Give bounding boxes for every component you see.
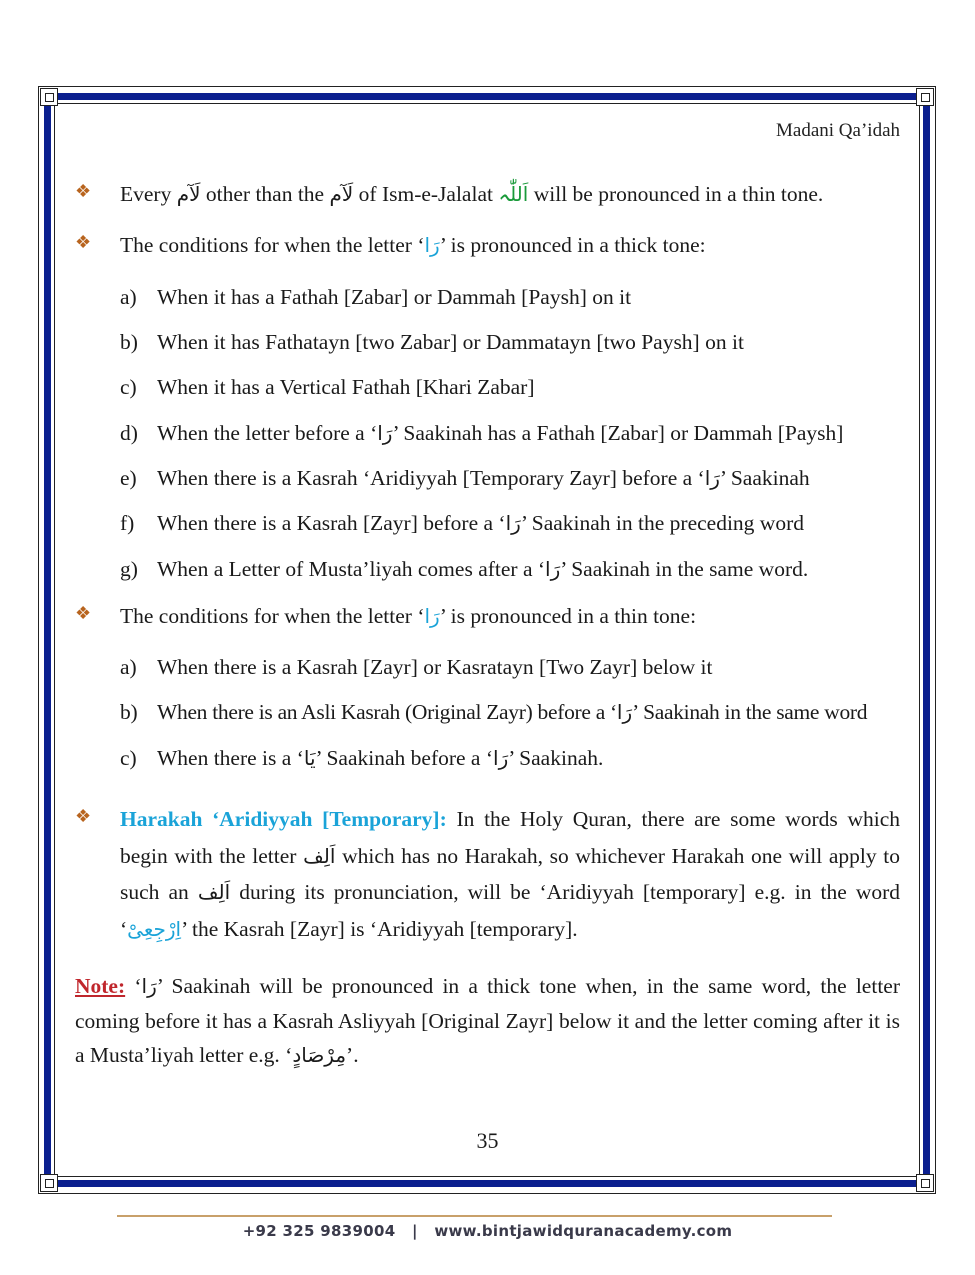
thick-conditions-list <box>75 281 900 586</box>
arabic-ra: رَا <box>704 465 720 490</box>
page-content <box>75 178 900 1094</box>
arabic-ra: رَا <box>505 511 521 536</box>
diamond-bullet-icon: ❖ <box>75 806 92 827</box>
list-item: a) When it has a Fathah [Zabar] or Dammah [Paysh] on it <box>120 284 632 309</box>
diamond-bullet-icon: ❖ <box>75 181 92 201</box>
corner-ornament <box>40 1174 58 1192</box>
arabic-ra: رَا <box>424 603 440 628</box>
list-item: e) When there is a Kasrah ‘Aridiyyah [Temporary Zayr] before a ‘رَا’ Saakinah <box>120 465 810 490</box>
arabic-ra: رَا <box>493 745 509 770</box>
list-item: f) When there is a Kasrah [Zayr] before a ‘رَا’ Saakinah in the preceding word <box>120 511 804 536</box>
diamond-bullet-icon: ❖ <box>75 232 92 253</box>
thin-conditions-list <box>75 651 900 775</box>
bullet-ra-thick: ❖ The conditions for when the letter ‘رَا’ is pronounced in a thick tone: <box>75 229 900 262</box>
list-item: b) When it has Fathatayn [two Zabar] or Dammatayn [two Paysh] on it <box>120 329 744 354</box>
arabic-ra: رَا <box>424 233 440 258</box>
diamond-bullet-icon: ❖ <box>75 602 92 623</box>
arabic-ra: رَا <box>141 974 157 999</box>
note-paragraph: Note: ‘رَا’ Saakinah will be pronounced in a thick tone when, in the same word, the letter coming before it has a Kasrah Asliyyah [Original Zayr] below it and the letter coming after it is a Musta’liyah letter e.g. ‘مِرْصَادٍ’. <box>75 974 900 1068</box>
arabic-alif: اَلِف <box>197 880 231 905</box>
harakah-heading: Harakah ‘Aridiyyah [Temporary]: <box>120 807 447 832</box>
arabic-allah: اَللّٰہ <box>498 182 529 206</box>
arabic-mirsaad: مِرْصَادٍ <box>292 1043 347 1068</box>
bullet-ra-thin: ❖ The conditions for when the letter ‘رَا’ is pronounced in a thin tone: <box>75 600 900 633</box>
running-header: Madani Qa’idah <box>776 120 900 141</box>
arabic-lam: لَآم <box>176 182 201 206</box>
list-item: c) When it has a Vertical Fathah [Khari Zabar] <box>120 375 535 400</box>
list-item: c) When there is a ‘یَا’ Saakinah before a ‘رَا’ Saakinah. <box>120 745 604 770</box>
footer-contact: +92 325 9839004 | www.bintjawidquranacademy.com <box>242 1222 733 1240</box>
arabic-ra: رَا <box>616 700 633 725</box>
page-number: 35 <box>476 1128 499 1153</box>
note-label: Note: <box>75 974 126 999</box>
arabic-lam: لَآم <box>329 182 354 206</box>
list-item: a) When there is a Kasrah [Zayr] or Kasratayn [Two Zayr] below it <box>120 655 713 680</box>
corner-ornament <box>916 1174 934 1192</box>
arabic-alif: اَلِف <box>303 843 336 868</box>
arabic-ra: رَا <box>545 556 561 581</box>
list-item: b) When there is an Asli Kasrah (Original Zayr) before a ‘رَا’ Saakinah in the same word <box>120 700 868 725</box>
bullet-lam-thin: ❖ Every لَآم other than the لَآم of Ism-e-Jalalat اَللّٰہ will be pronounced in a thin tone. <box>75 178 900 211</box>
bullet-harakah-aridiyyah: ❖ Harakah ‘Aridiyyah [Temporary]: In the Holy Quran, there are some words which begin with the letter اَلِف which has no Harakah, so whichever Harakah one will apply to such an اَلِف during its pronunciation, will be ‘Aridiyyah [temporary] e.g. in the word ‘اِرْجِعِیْ’ the Kasrah [Zayr] is ‘Aridiyyah [temporary]. <box>75 801 900 947</box>
corner-ornament <box>916 88 934 106</box>
arabic-irjiee: اِرْجِعِیْ <box>127 916 182 941</box>
arabic-ra: رَا <box>377 420 393 445</box>
arabic-ya: یَا <box>303 745 316 770</box>
list-item: d) When the letter before a ‘رَا’ Saakinah has a Fathah [Zabar] or Dammah [Paysh] <box>120 420 844 445</box>
footer-divider <box>117 1215 832 1217</box>
corner-ornament <box>40 88 58 106</box>
list-item: g) When a Letter of Musta’liyah comes after a ‘رَا’ Saakinah in the same word. <box>120 556 809 581</box>
